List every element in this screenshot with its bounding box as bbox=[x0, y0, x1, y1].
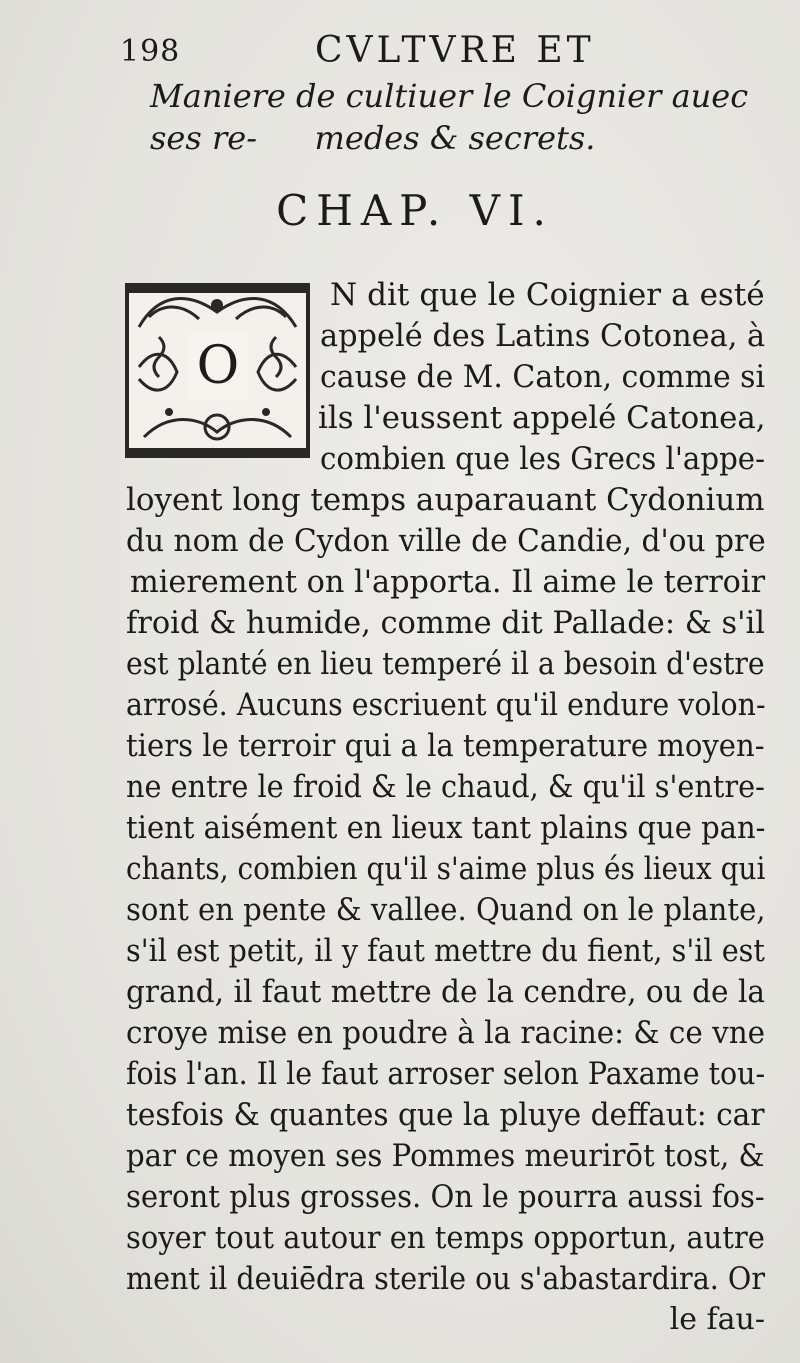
text-line: s'il est petit, il y faut mettre du fient, s'il est bbox=[126, 933, 765, 969]
text-line: tesfois & quantes que la pluye deffaut: car bbox=[126, 1097, 765, 1133]
text-line: seront plus grosses. On le pourra aussi fos- bbox=[126, 1179, 765, 1215]
dropcap-letter: O bbox=[187, 333, 249, 399]
text-line: croye mise en poudre à la racine: & ce vne bbox=[126, 1015, 766, 1051]
chapter-subtitle-line-1: Maniere de cultiuer le Coignier auec ses re- bbox=[150, 77, 749, 157]
running-head: CVLTVRE ET bbox=[315, 30, 595, 71]
chapter-heading: CHAP. VI. bbox=[276, 186, 554, 235]
text-line: est planté en lieu temperé il a besoin d'estre bbox=[126, 646, 765, 682]
text-line: du nom de Cydon ville de Candie, d'ou pre bbox=[126, 523, 766, 559]
text-line: combien que les Grecs l'appe- bbox=[320, 441, 765, 477]
text-line: mierement on l'apporta. Il aime le terroir bbox=[130, 564, 766, 600]
text-line: fois l'an. Il le faut arroser selon Paxame tou- bbox=[126, 1056, 766, 1092]
text-line: loyent long temps auparauant Cydonium bbox=[126, 482, 765, 518]
chapter-subtitle-line-2: medes & secrets. bbox=[314, 119, 596, 157]
catchword: le fau- bbox=[669, 1302, 765, 1337]
text-line: froid & humide, comme dit Pallade: & s'il bbox=[126, 605, 765, 641]
text-line: cause de M. Caton, comme si bbox=[320, 359, 766, 395]
text-line: appelé des Latins Cotonea, à bbox=[320, 318, 766, 354]
text-line: soyer tout autour en temps opportun, autre bbox=[126, 1220, 765, 1256]
text-line: ne entre le froid & le chaud, & qu'il s'entre- bbox=[126, 769, 765, 805]
text-line: par ce moyen ses Pommes meurirōt tost, & bbox=[126, 1138, 765, 1174]
text-line: sont en pente & vallee. Quand on le plante, bbox=[126, 892, 766, 928]
text-line: ils l'eussent appelé Catonea, bbox=[318, 400, 766, 436]
text-line: ment il deuiēdra sterile ou s'abastardira. Or bbox=[126, 1261, 766, 1297]
text-line: N dit que le Coignier a esté bbox=[330, 277, 765, 313]
text-line: arrosé. Aucuns escriuent qu'il endure volon- bbox=[126, 687, 766, 723]
text-line: tient aisément en lieux tant plains que pan- bbox=[126, 810, 766, 846]
text-line: chants, combien qu'il s'aime plus és lieux qui bbox=[126, 851, 766, 887]
text-line: grand, il faut mettre de la cendre, ou de la bbox=[126, 974, 766, 1010]
page-number: 198 bbox=[120, 34, 181, 69]
text-line: tiers le terroir qui a la temperature moyen- bbox=[126, 728, 765, 764]
